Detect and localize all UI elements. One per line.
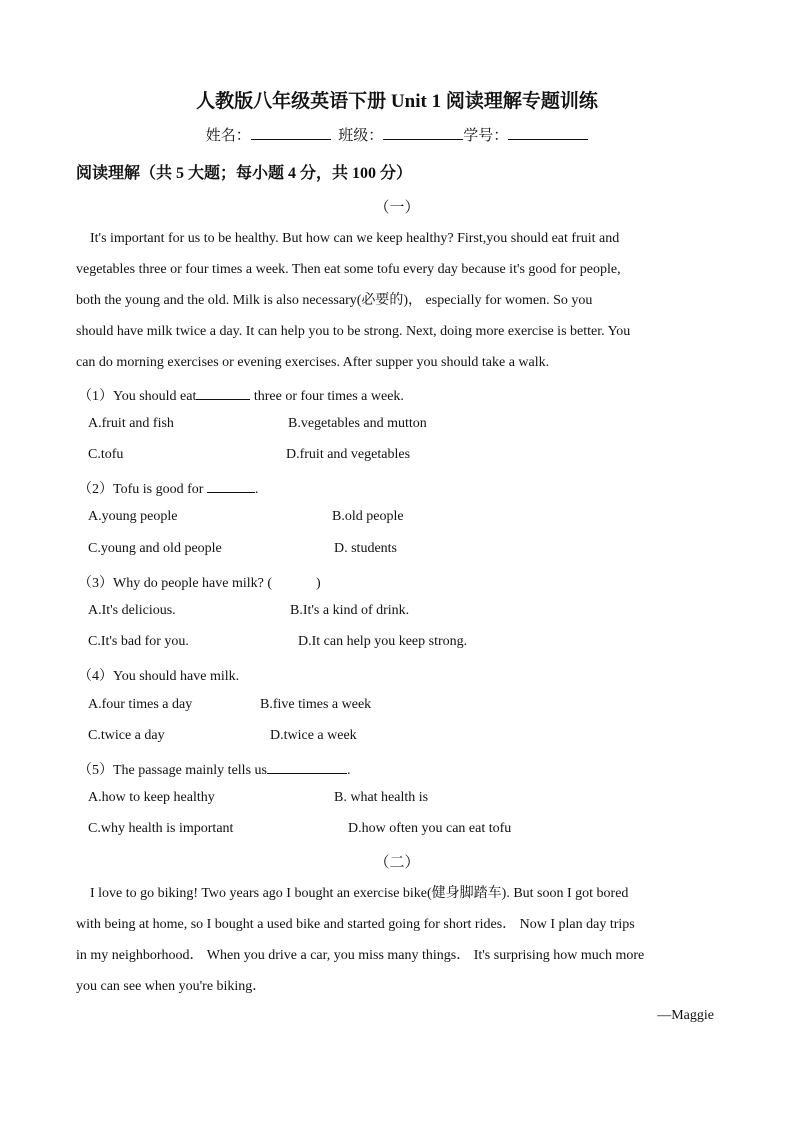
- passage-line: in my neighborhood． When you drive a car, you miss many things． It's surprising how much more: [76, 948, 645, 963]
- question-3: [78, 572, 321, 592]
- option-c[interactable]: C.young and old people: [88, 541, 222, 556]
- answer-blank[interactable]: [267, 760, 347, 774]
- option-d[interactable]: D.how often you can eat tofu: [348, 821, 512, 836]
- question-text: ): [316, 576, 321, 591]
- passage-line: should have milk twice a day. It can help you to be strong. Next, doing more exercise is better. You: [76, 324, 631, 339]
- option-a[interactable]: A.It's delicious.: [88, 603, 176, 618]
- option-a[interactable]: A.four times a day: [88, 697, 193, 712]
- question-text: three or four times a week.: [250, 389, 404, 404]
- class-label: 班级：: [338, 128, 384, 144]
- passage-line: with being at home, so I bought a used bike and started going for short rides． Now I plan day trips: [76, 917, 635, 932]
- part2-label: （二）: [374, 855, 420, 871]
- section-heading: 阅读理解（共 5 大题；每小题 4 分，共 100 分）: [76, 165, 413, 182]
- passage-line: you can see when you're biking．: [76, 979, 267, 994]
- question-text: （2）Tofu is good for: [78, 482, 207, 497]
- option-d[interactable]: D.twice a week: [270, 728, 357, 743]
- option-c[interactable]: C.tofu: [88, 447, 124, 462]
- option-c[interactable]: C.why health is important: [88, 821, 234, 836]
- number-blank[interactable]: [508, 125, 588, 140]
- passage-line: vegetables three or four times a week. Then eat some tofu every day because it's good for people,: [76, 262, 621, 277]
- class-blank[interactable]: [383, 125, 463, 140]
- name-label: 姓名：: [205, 128, 251, 144]
- question-1: [78, 385, 404, 405]
- option-b[interactable]: B.It's a kind of drink.: [290, 603, 410, 618]
- part1-passage: [76, 223, 716, 378]
- question-5: [78, 759, 350, 779]
- question-text: （4）You should have milk.: [78, 669, 240, 684]
- option-b[interactable]: B.vegetables and mutton: [288, 416, 427, 431]
- option-c[interactable]: C.twice a day: [88, 728, 165, 743]
- question-text: （5）The passage mainly tells us: [78, 763, 267, 778]
- page-title: 人教版八年级英语下册 Unit 1 阅读理解专题训练: [196, 91, 598, 112]
- name-blank[interactable]: [251, 125, 331, 140]
- option-d[interactable]: D.It can help you keep strong.: [298, 634, 468, 649]
- option-a[interactable]: A.young people: [88, 509, 178, 524]
- answer-blank[interactable]: [207, 479, 255, 493]
- option-d[interactable]: D.fruit and vegetables: [286, 447, 411, 462]
- question-4: [78, 665, 239, 685]
- option-d[interactable]: D. students: [334, 541, 397, 556]
- passage-line: can do morning exercises or evening exercises. After supper you should take a walk.: [76, 355, 550, 370]
- question-text: （3）Why do people have milk? (: [78, 576, 273, 591]
- option-a[interactable]: A.how to keep healthy: [88, 790, 215, 805]
- question-text: .: [254, 482, 259, 497]
- part1-label: （一）: [374, 200, 420, 216]
- passage-line: I love to go biking! Two years ago I bought an exercise bike(健身脚踏车). But soon I got bored: [90, 886, 629, 901]
- passage-line: both the young and the old. Milk is also necessary(必要的)， especially for women. So you: [76, 293, 593, 308]
- question-2: [78, 478, 258, 498]
- part2-passage: [76, 878, 716, 1002]
- signature: —Maggie: [657, 1008, 714, 1023]
- option-a[interactable]: A.fruit and fish: [88, 416, 174, 431]
- option-b[interactable]: B.five times a week: [260, 697, 372, 712]
- option-b[interactable]: B.old people: [332, 509, 404, 524]
- number-label: 学号：: [463, 128, 509, 144]
- answer-blank[interactable]: [196, 386, 250, 400]
- passage-line: It's important for us to be healthy. But how can we keep healthy? First,you should eat fruit and: [90, 231, 620, 246]
- question-text: .: [346, 763, 351, 778]
- question-text: （1）You should eat: [78, 389, 197, 404]
- student-info-line: [0, 124, 794, 145]
- option-c[interactable]: C.It's bad for you.: [88, 634, 189, 649]
- option-b[interactable]: B. what health is: [334, 790, 429, 805]
